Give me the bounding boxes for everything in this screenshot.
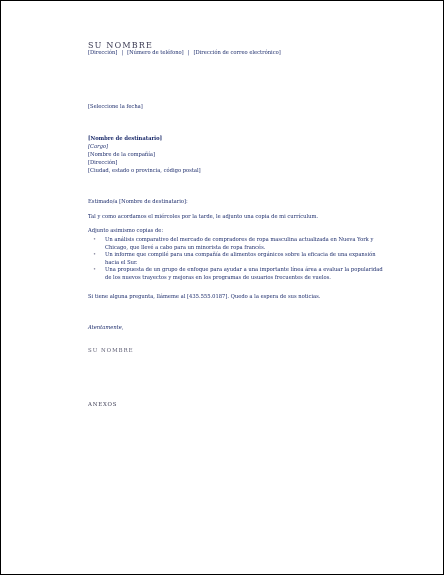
recipient-company[interactable]: [Nombre de la compañía] [88, 152, 156, 158]
letter-greeting[interactable]: Estimado/a [Nombre de destinatario]: [88, 199, 188, 205]
recipient-address[interactable]: [Dirección] [88, 160, 118, 166]
list-item-text: Una propuesta de un grupo de enfoque para ayudar a una importante línea área a evaluar la popularidad de los nuevos trayectos y mejoras en los programas de usuarios frecuentes de vuelos. [105, 267, 383, 281]
recipient-title[interactable]: [Cargo] [88, 144, 109, 150]
letter-paragraph[interactable]: Si tiene alguna pregunta, llámeme al [435.555.0187]. Quedo a la espera de sus noticias. [88, 294, 321, 300]
enclosures-label[interactable]: ANEXOS [88, 402, 118, 408]
sender-name[interactable]: SU NOMBRE [88, 41, 154, 50]
signature-name[interactable]: SU NOMBRE [88, 348, 134, 354]
letter-closing[interactable]: Atentamente, [88, 325, 124, 331]
date-field[interactable]: [Seleccione la fecha] [88, 104, 143, 110]
letter-paragraph[interactable]: Tal y como acordamos el miércoles por la tarde, le adjunto una copia de mi currículum. [88, 214, 319, 220]
separator: | [187, 50, 190, 56]
attachments-list [93, 237, 388, 283]
separator: | [121, 50, 124, 56]
recipient-block [88, 135, 201, 175]
bullet-icon: • [93, 267, 97, 274]
list-item-text: Un informe que compilé para una compañía de alimentos orgánicos sobre la eficacia de una expansión hacia el Sur. [105, 252, 376, 266]
bullet-icon: • [93, 252, 97, 259]
list-item[interactable] [93, 267, 388, 282]
sender-address[interactable]: [Dirección] [88, 50, 118, 56]
recipient-city[interactable]: [Ciudad, estado o provincia, código postal] [88, 168, 201, 174]
sender-contact-line [88, 50, 281, 56]
list-item-text: Un análisis comparativo del mercado de compradores de ropa masculina actualizada en Nueva York y Chicago, que llevé a cabo para un minorista de ropa francés. [105, 237, 374, 251]
sender-phone[interactable]: [Número de teléfono] [127, 50, 184, 56]
letter-paragraph[interactable]: Adjunto asimismo copias de: [88, 228, 164, 234]
bullet-icon: • [93, 237, 97, 243]
recipient-name[interactable]: [Nombre de destinatario] [88, 136, 163, 142]
sender-email[interactable]: [Dirección de correo electrónico] [193, 50, 281, 56]
list-item[interactable] [93, 237, 388, 252]
list-item[interactable] [93, 252, 388, 267]
